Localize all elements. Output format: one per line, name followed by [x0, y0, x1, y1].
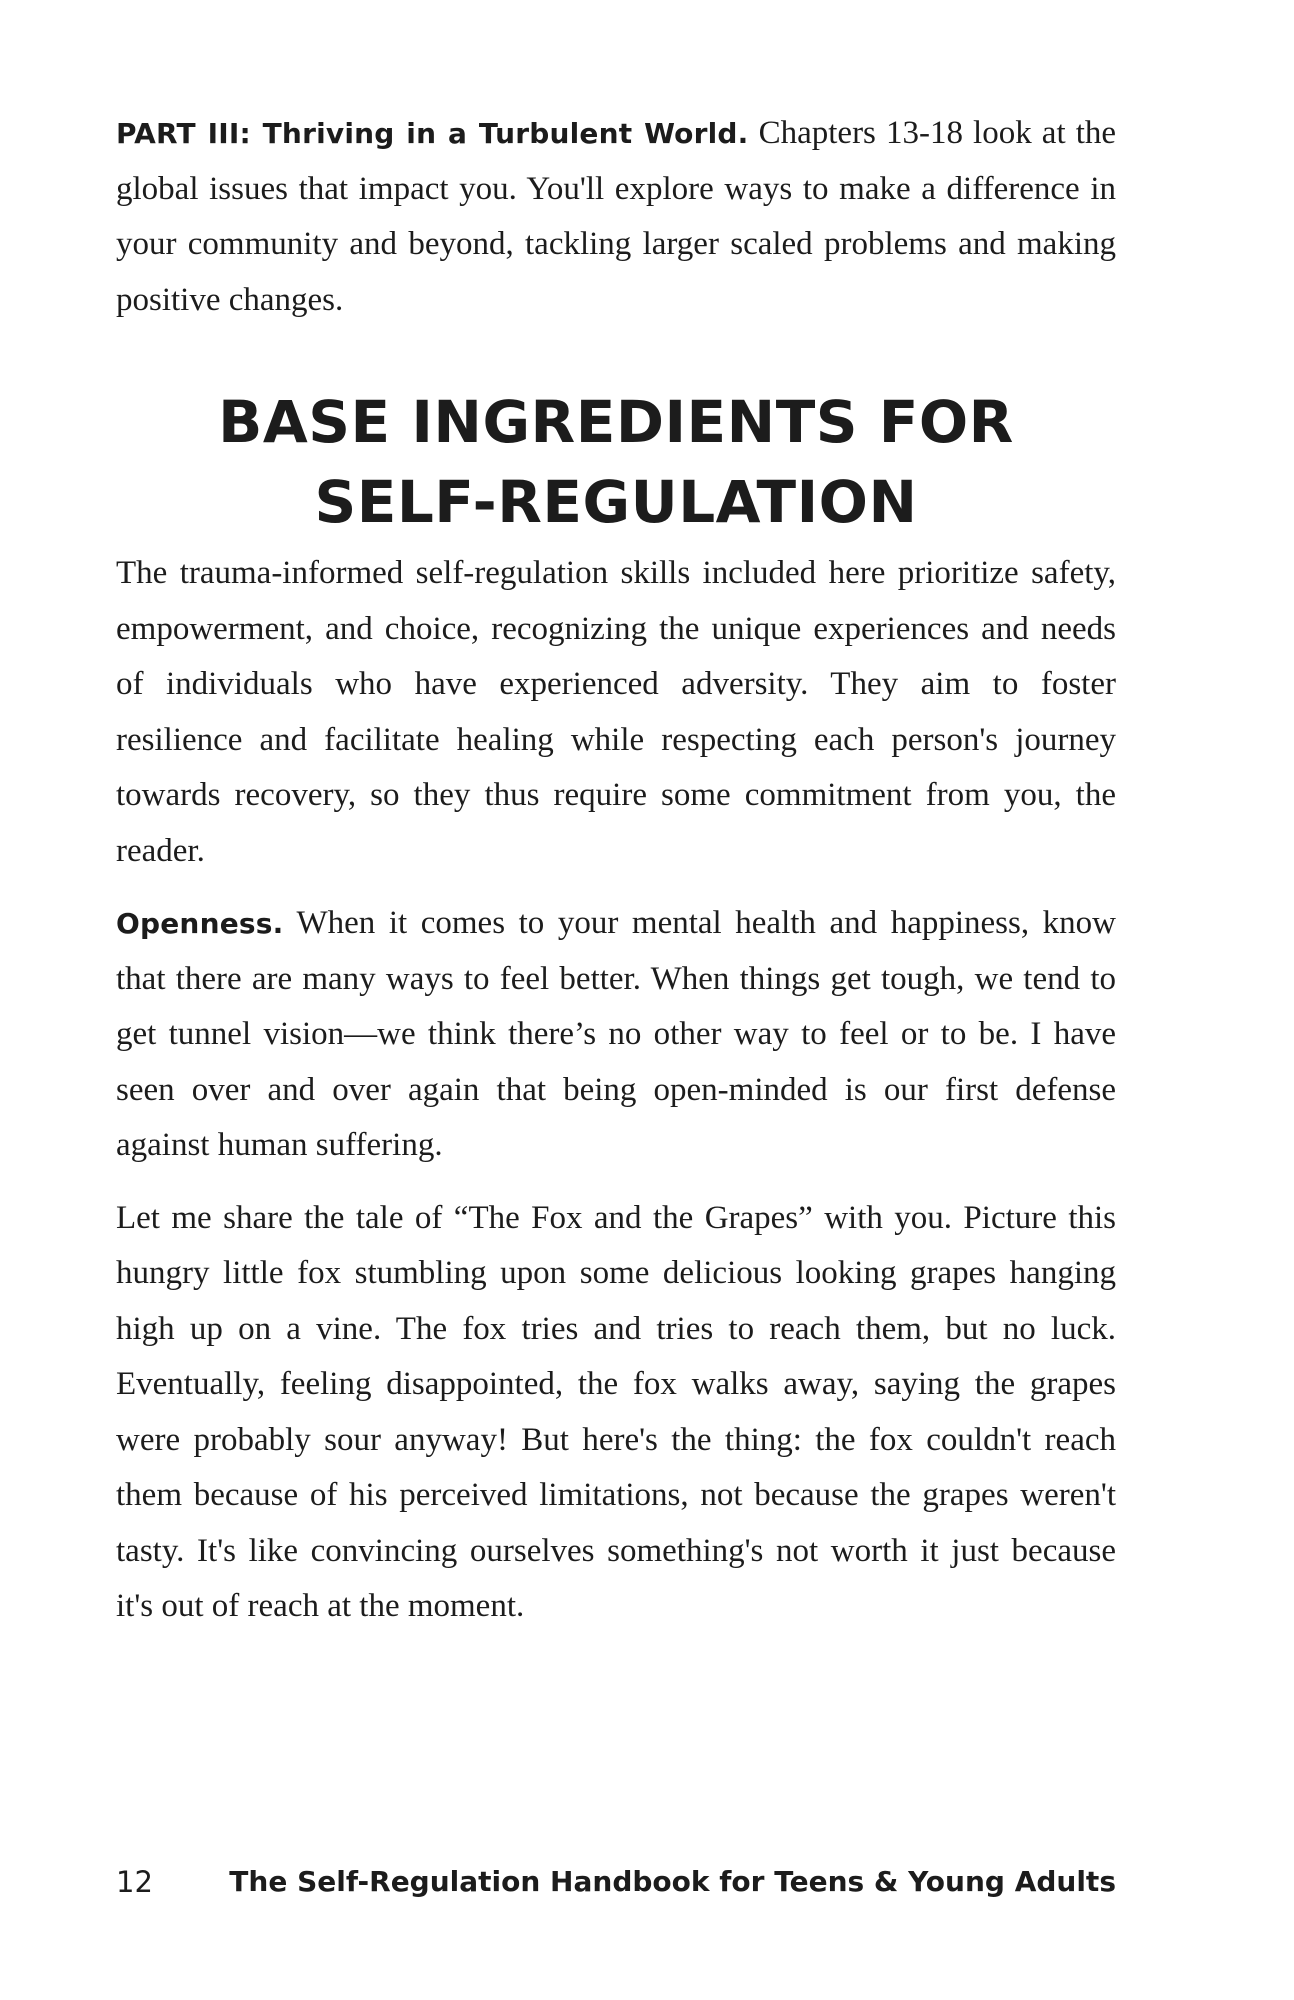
page-body: [116, 106, 1116, 1652]
openness-lead: Openness.: [116, 907, 284, 940]
intro-paragraph: The trauma-informed self-regulation skills included here prioritize safety, empowerment, and choice, recognizing the unique experiences and needs of individuals who have experienced adversity. They aim to foster resilience and facilitate healing while respecting each person's journey towards recovery, so they thus require some commitment from you, the reader.: [116, 555, 1116, 869]
part-three-lead: PART III: Thriving in a Turbulent World.: [116, 117, 749, 150]
page-number: 12: [116, 1865, 153, 1899]
part-three-paragraph: [116, 106, 1116, 328]
page-footer: [116, 1865, 1116, 1905]
section-heading-line-1: BASE INGREDIENTS FOR: [218, 388, 1014, 456]
openness-paragraph: [116, 896, 1116, 1174]
section-heading: [116, 382, 1116, 542]
fox-paragraph: Let me share the tale of “The Fox and the Grapes” with you. Picture this hungry little fox stumbling upon some delicious looking grapes hanging high up on a vine. The fox tries and tries to reach them, but no luck. Eventually, feeling disappointed, the fox walks away, saying the grapes were probably sour anyway! But here's the thing: the fox couldn't reach them because of his perceived limitations, not because the grapes weren't tasty. It's like convincing ourselves something's not worth it just because it's out of reach at the moment.: [116, 1199, 1116, 1624]
openness-text: When it comes to your mental health and happiness, know that there are many ways to feel better. When things get tough, we tend to get tunnel vision—we think there’s no other way to feel or to be. I have seen over and over again that being open-minded is our first defense against human suffering.: [116, 905, 1116, 1163]
section-heading-line-2: SELF-REGULATION: [314, 468, 918, 536]
part-three-text: Chapters 13-18 look at the global issues that impact you. You'll explore ways to make a difference in your community and beyond, tackling larger scaled problems and making positive changes.: [116, 115, 1117, 318]
running-title: The Self-Regulation Handbook for Teens & Young Adults: [229, 1865, 1116, 1898]
